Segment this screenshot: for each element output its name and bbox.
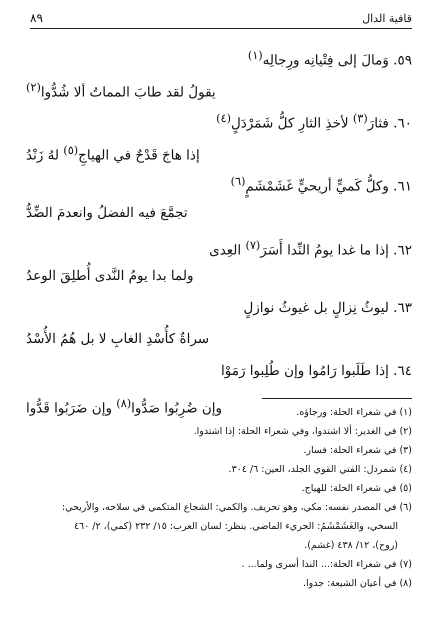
footnote-3: (٣) في شعراء الحلة: فسار. xyxy=(303,445,412,456)
verse-number: ٦٢ xyxy=(397,242,412,259)
verse-64-second-hemistich: وإن ضُرِبُوا صَدُّوا$^{(٨)}$ وإن ضَرَبُوا قَدُّوا xyxy=(26,396,223,417)
verse-number: ٦٠ xyxy=(397,115,412,132)
footnote-8: (٨) في أعيان الشيعة: جدوا. xyxy=(303,578,412,589)
footnote-6-continued: (روح)، ١٢/ ٤٣٨ (غشم). xyxy=(304,540,398,551)
footnote-6-continued: السخي، والغَشَمْشَمُ: الجريء الماضي. ينظر: لسان العرب: ١٥/ ٢٣٢ (كمي)، ٢/ ٤٦٠ xyxy=(73,521,398,532)
footnotes xyxy=(26,403,412,593)
footnote-divider xyxy=(262,398,412,399)
footnote-6: (٦) في المصدر نفسه: مكي، وهو تحريف. والكمي: الشجاع المتكمي في سلاحه، والأريحي: xyxy=(61,502,412,513)
page-number: ٨٩ xyxy=(30,11,43,25)
footnote-marker: (٢) xyxy=(26,80,41,94)
verse-62-second-hemistich: ولما بدا يومُ النَّدى أُطلِقَ الوعدُ xyxy=(26,268,194,285)
page-header xyxy=(30,8,412,29)
verse-60-second-hemistich: إذا هاجَ قَدْحٌ في الهياجِ$^{(٥)}$ لهُ زَنْدُ xyxy=(26,143,200,164)
verse-number: ٦١ xyxy=(397,178,412,195)
footnote-2: (٢) في الغدير: ألا اشتدوا، وفي شعراء الحلة: إذا اشتدوا. xyxy=(193,426,412,437)
verse-63-second-hemistich: سراةٌ كأُسْدِ الغابِ لا بل هُمُ الأُسْدُ xyxy=(26,331,210,348)
verse-61-second-hemistich: تجمَّعَ فيه الفضلُ وانعدمَ الضِّدُّ xyxy=(26,204,188,221)
verse-60-first-hemistich: ٦٠. فثارَ$^{(٣)}$ لأخذِ الثارِ كلُّ شَمَرْدَلٍ$^{(٤)}$ xyxy=(216,112,412,132)
footnote-5: (٥) في شعراء الحلة: للهياج. xyxy=(301,483,412,494)
footnote-marker: (٣) xyxy=(352,112,368,126)
verse-59-second-hemistich: يقولُ لقد طابَ المماتُ ألا شُدُّوا$^{(٢)}$ xyxy=(26,80,216,101)
footnote-marker: (٤) xyxy=(216,112,231,126)
verse-62-first-hemistich: ٦٢. إذا ما غدا يومُ النِّدا أَسَرَ$^{(٧)}$ العِدى xyxy=(209,238,412,259)
footnote-marker: (٨) xyxy=(116,396,132,410)
verse-number: ٦٤ xyxy=(397,362,412,379)
footnote-7: (٧) في شعراء الحلة:... الندا أسرى ولما... . xyxy=(241,559,412,570)
footnote-marker: (٦) xyxy=(230,175,246,189)
footnote-marker: (١) xyxy=(247,49,263,62)
verse-number: ٥٩ xyxy=(397,52,412,69)
footnote-marker: (٥) xyxy=(63,143,79,157)
verse-63-first-hemistich: ٦٣. ليوثُ نِزالٍ بل غيوثُ نوازلٍ xyxy=(243,299,412,316)
verse-59-first-hemistich: ٥٩. وَمالَ إلى فِتْيانِه ورِجالِه$^{(١)}$ xyxy=(247,49,412,69)
poem xyxy=(26,40,412,419)
verse-number: ٦٣ xyxy=(397,299,412,316)
footnote-1: (١) في شعراء الحلة: ورجاؤه. xyxy=(296,407,412,418)
verse-64-first-hemistich: ٦٤. إذا طَلَبوا رَامُوا وإن طُلِبوا رَمَوْا xyxy=(221,362,412,379)
verse-61-first-hemistich: ٦١. وكلُّ كَميٍّ أريحيٍّ غَشَمْشَمٍ$^{(٦)}$ xyxy=(230,175,412,195)
footnote-marker: (٧) xyxy=(245,238,261,252)
footnote-4: (٤) شمردل: الفتي القوي الجلد، العين: ٦/ ٣٠٤. xyxy=(228,464,412,475)
running-title: قافية الدال xyxy=(362,11,412,25)
